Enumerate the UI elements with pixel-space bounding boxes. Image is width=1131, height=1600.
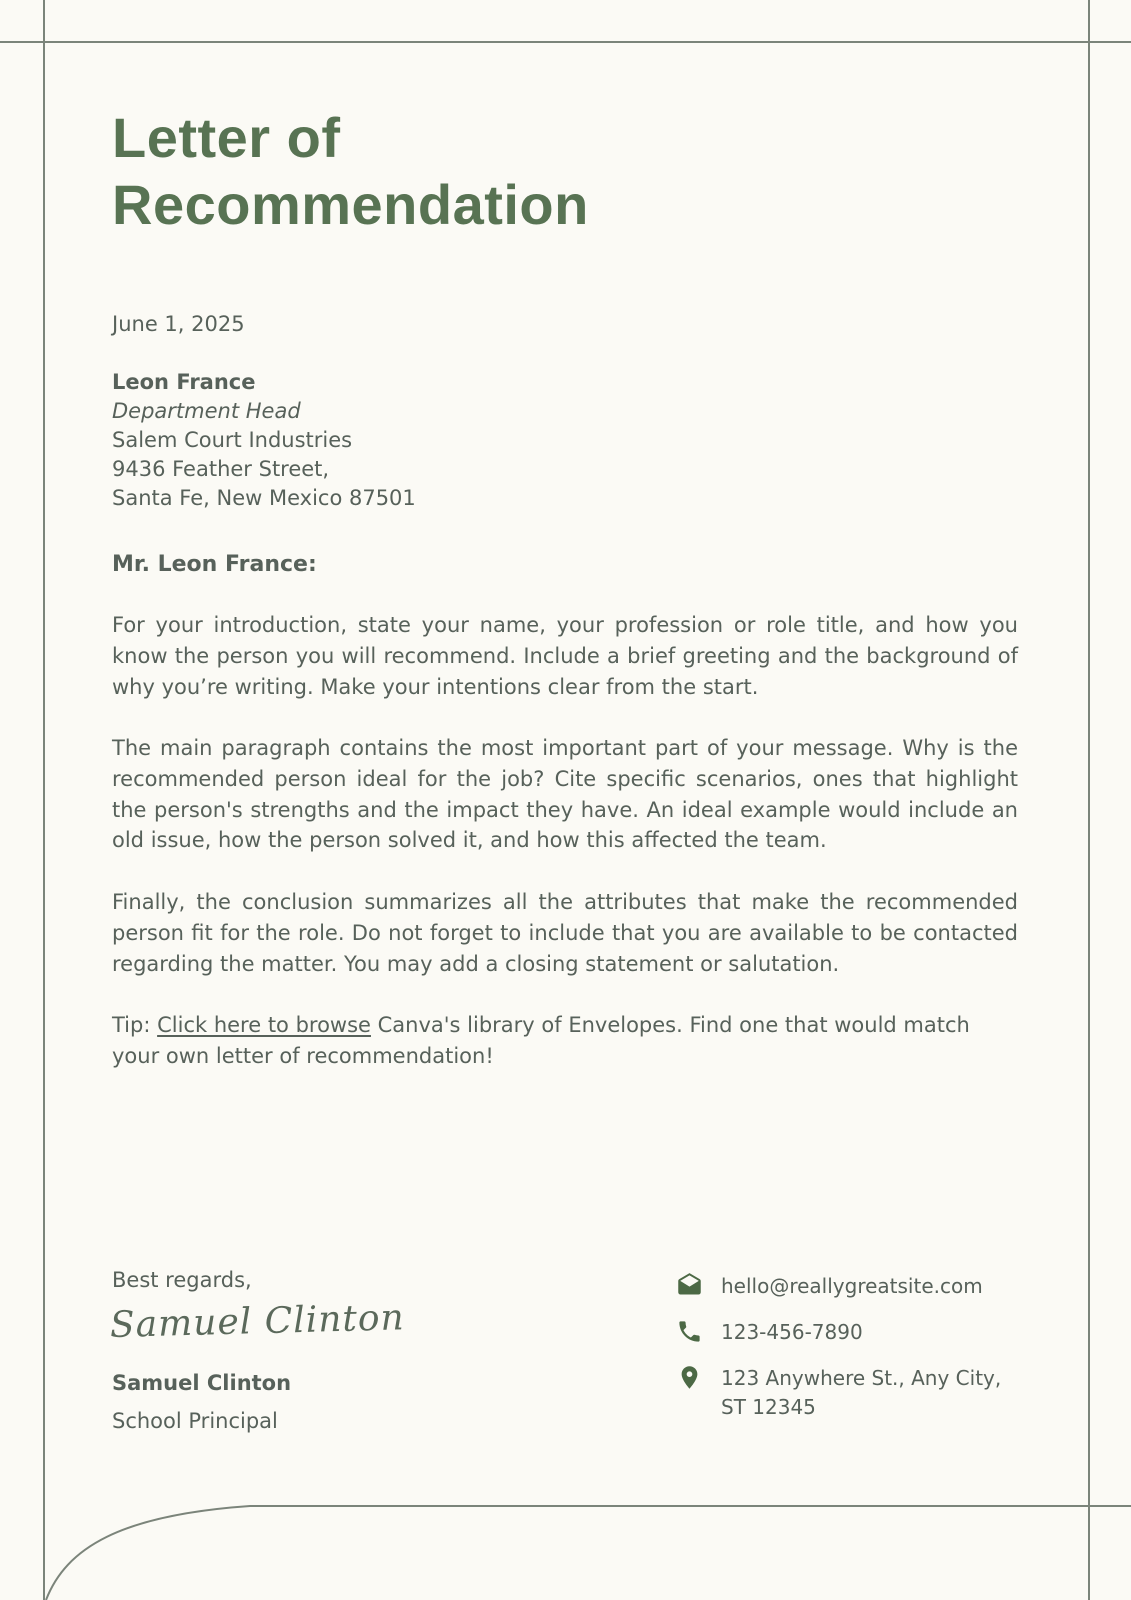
page-title: Letter of Recommendation <box>112 106 589 236</box>
tip-paragraph <box>112 1010 1018 1072</box>
recipient-name: Leon France <box>112 370 256 394</box>
tip-prefix: Tip: <box>112 1013 158 1037</box>
paragraph-conclusion: Finally, the conclusion summarizes all the attributes that make the recommended person fit for the role. Do not forget to include that you are available to be contacted regarding the matter. You may add a closing statement or salutation. <box>112 890 1018 976</box>
signer-title: School Principal <box>112 1409 278 1433</box>
recipient-city: Santa Fe, New Mexico 87501 <box>112 486 416 510</box>
closing-regards: Best regards, <box>112 1268 252 1292</box>
salutation: Mr. Leon France: <box>112 552 317 577</box>
contact-phone-row <box>676 1318 1036 1347</box>
paragraph-intro: For your introduction, state your name, your profession or role title, and how you know the person you will recommend. Include a brief greeting and the background of why you’re writing. Make your intentions clear from the start. <box>112 613 1018 699</box>
contact-email: hello@reallygreatsite.com <box>721 1274 983 1298</box>
envelope-icon <box>676 1272 703 1299</box>
browse-envelopes-link[interactable]: Click here to browse <box>157 1013 371 1037</box>
contact-address-line1: 123 Anywhere St., Any City, <box>721 1366 1002 1390</box>
signature-script: Samuel Clinton <box>109 1297 406 1346</box>
recipient-title: Department Head <box>112 399 301 423</box>
tip-suffix: Canva's library of Envelopes. Find one that would match your own letter of recommendation! <box>112 1013 970 1068</box>
contact-email-row <box>676 1272 1036 1301</box>
paragraph-main: The main paragraph contains the most important part of your message. Why is the recommended person ideal for the job? Cite specific scenarios, ones that highlight the person's strengths and the impact they have. An ideal example would include an old issue, how the person solved it, and how this affected the team. <box>112 736 1018 853</box>
contact-address-row <box>676 1364 1036 1422</box>
phone-icon <box>676 1318 703 1345</box>
contact-phone: 123-456-7890 <box>721 1320 863 1344</box>
contact-address-line2: ST 12345 <box>721 1395 816 1419</box>
contact-block <box>676 1272 1036 1422</box>
letter-date: June 1, 2025 <box>112 312 245 336</box>
recipient-company: Salem Court Industries <box>112 428 353 452</box>
signer-name: Samuel Clinton <box>112 1371 292 1395</box>
recipient-block <box>112 368 416 513</box>
location-pin-icon <box>676 1364 703 1391</box>
contact-address <box>721 1364 1001 1422</box>
recipient-street: 9436 Feather Street, <box>112 457 330 481</box>
